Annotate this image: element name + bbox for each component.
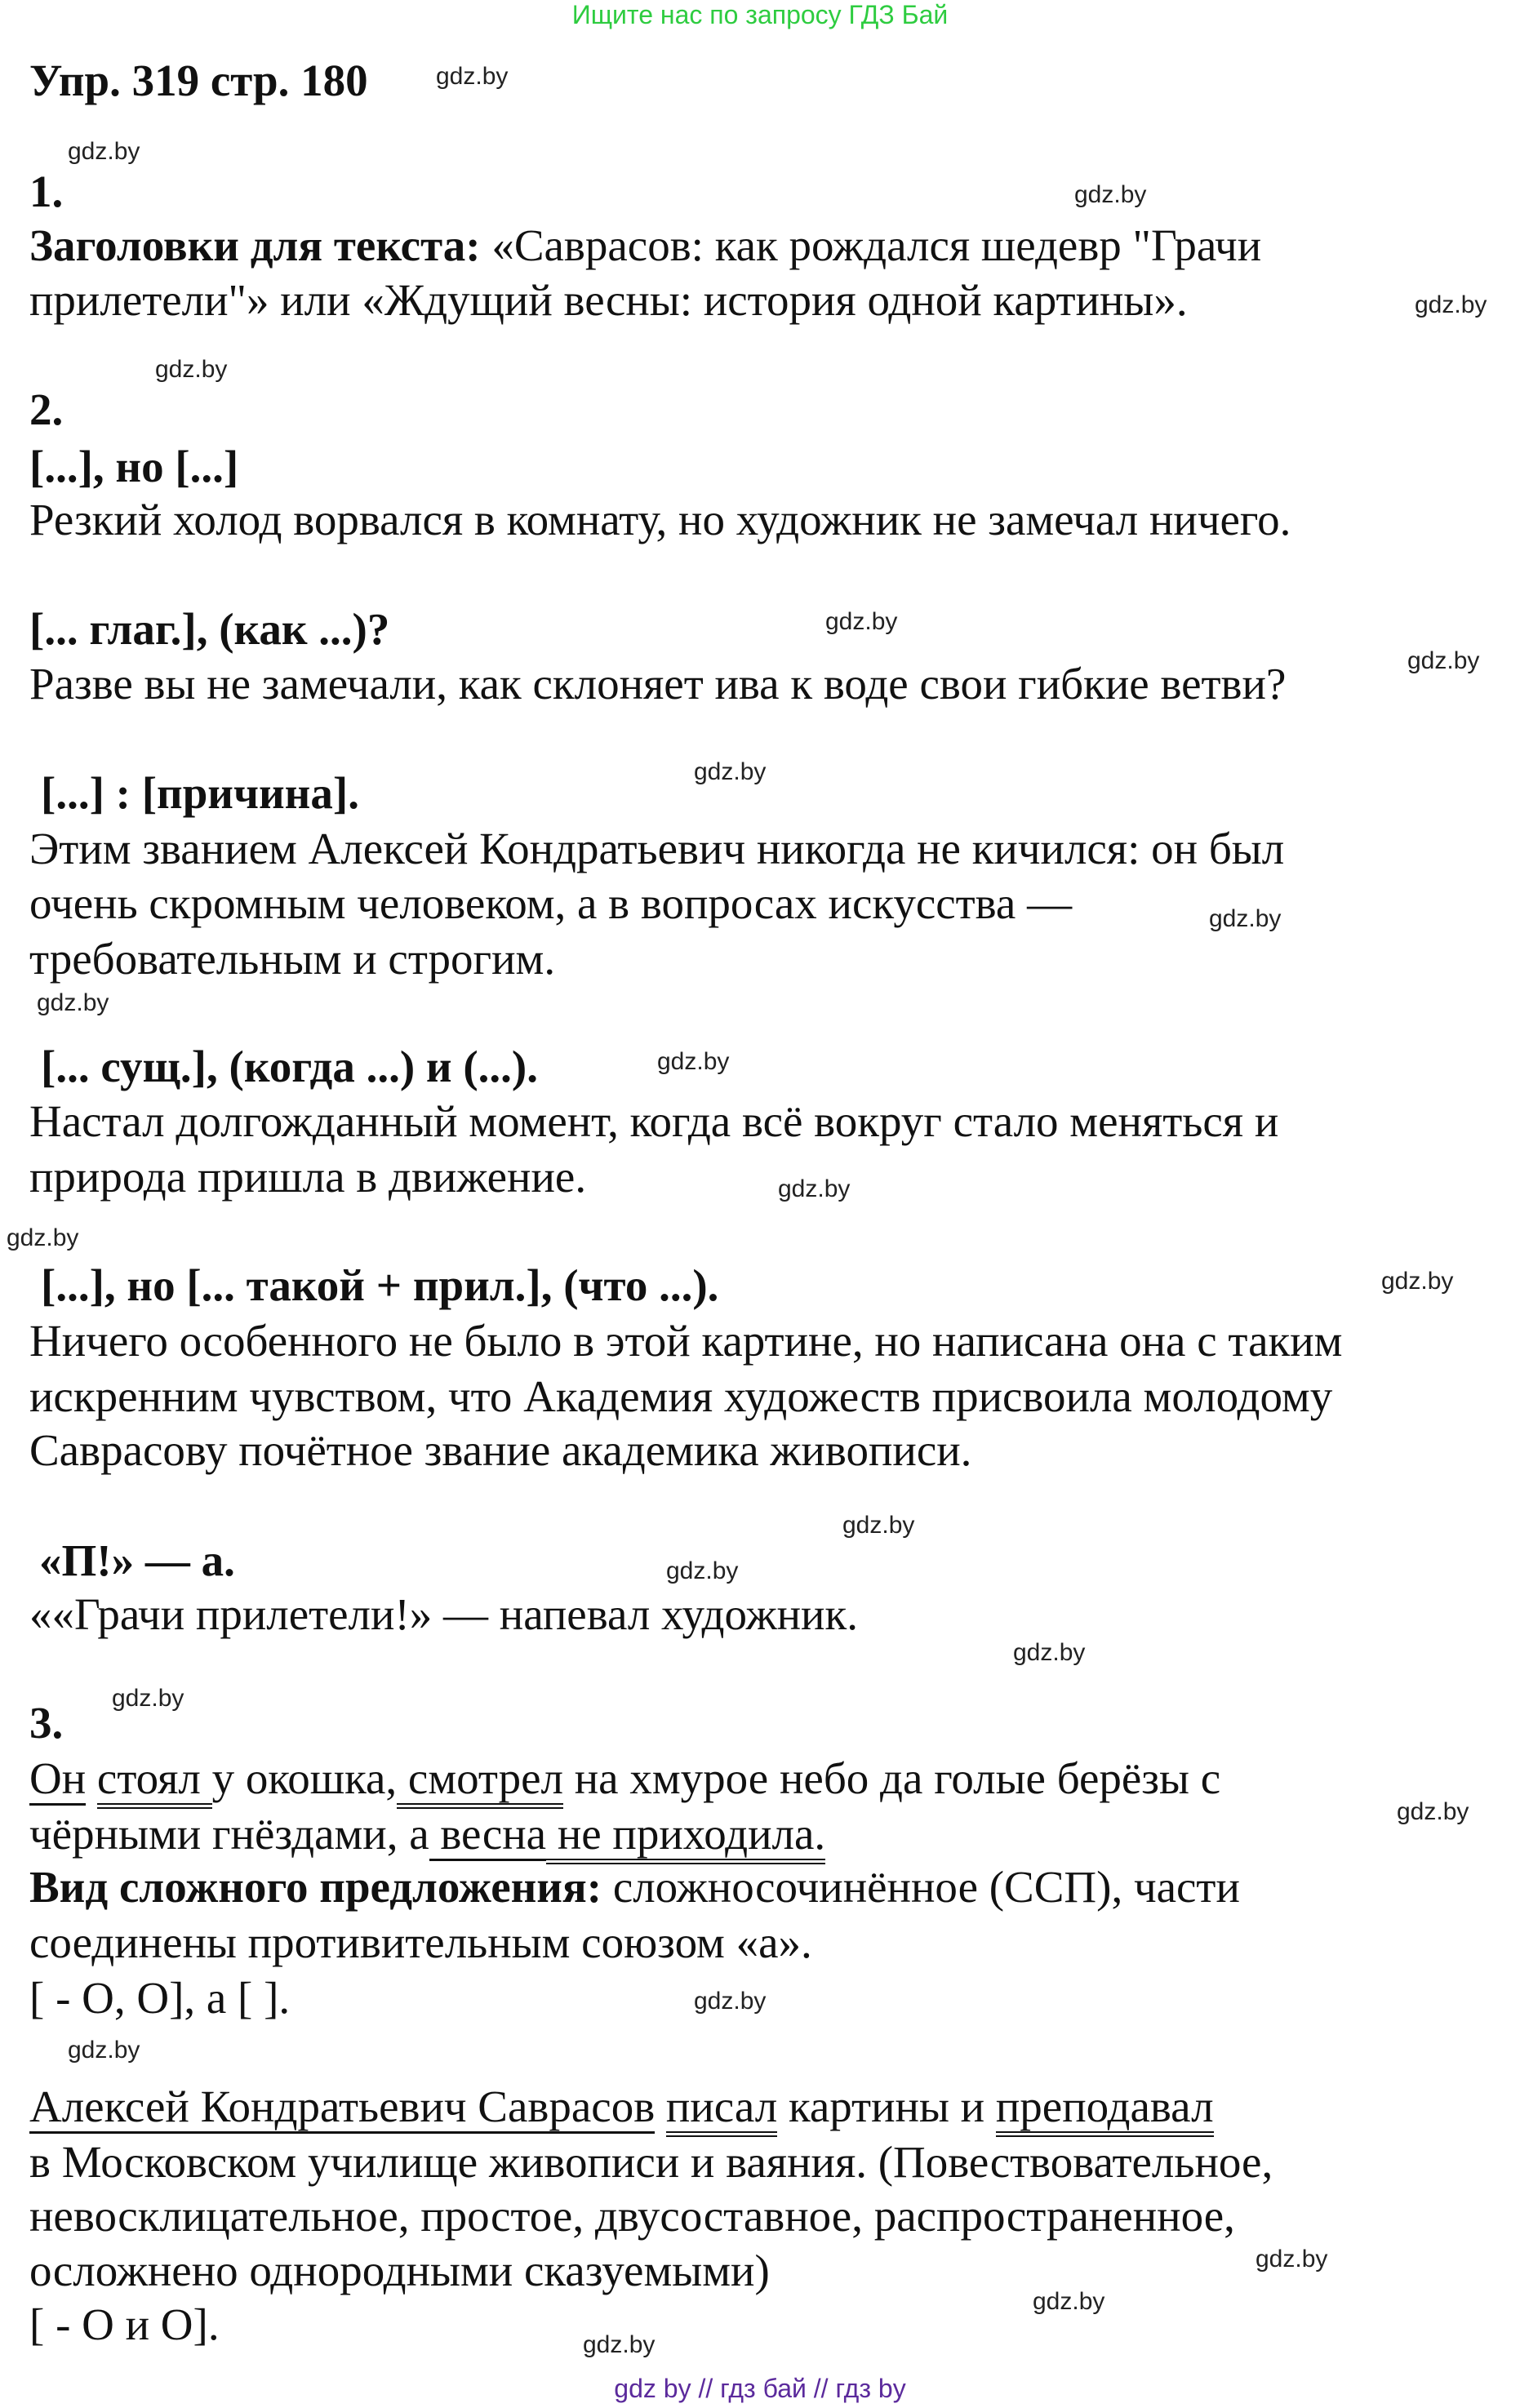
scheme: [... глаг.], (как ...)? <box>29 604 390 654</box>
predicate: смотрел <box>397 1753 563 1809</box>
parsed-sentence-2-line-3: невосклицательное, простое, двусоставное, распространенное, <box>29 2191 1235 2241</box>
predicate: писал <box>666 2081 777 2137</box>
parsed-sentence-2-line-2: в Московском училище живописи и ваяния. (Повествовательное, <box>29 2137 1273 2187</box>
example-sentence: очень скромным человеком, а в вопросах искусства — <box>29 878 1073 928</box>
example-sentence: Этим званием Алексей Кондратьевич никогда не кичился: он был <box>29 824 1285 873</box>
watermark: gdz.by <box>583 2331 656 2358</box>
footer-links[interactable]: gdz by // гдз бай // гдз by <box>614 2374 906 2403</box>
example-sentence: ««Грачи прилетели!» — напевал художник. <box>29 1589 858 1639</box>
example-sentence: Резкий холод ворвался в комнату, но художник не замечал ничего. <box>29 495 1291 544</box>
watermark: gdz.by <box>666 1557 739 1584</box>
watermark: gdz.by <box>37 989 109 1016</box>
sentence-kind-text-2: соединены противительным союзом «а». <box>29 1917 812 1967</box>
example-sentence: требовательным и строгим. <box>29 934 556 984</box>
watermark: gdz.by <box>112 1685 184 1712</box>
headings-line-2: прилетели"» или «Ждущий весны: история одной картины». <box>29 275 1188 325</box>
parsed-sentence-line-2 <box>29 1806 825 1862</box>
watermark: gdz.by <box>436 63 509 90</box>
page-title: Упр. 319 стр. 180 <box>29 56 368 105</box>
watermark: gdz.by <box>1013 1639 1086 1666</box>
predicate: преподавал <box>996 2081 1214 2137</box>
search-banner[interactable]: Ищите нас по запросу ГДЗ Бай <box>571 0 949 29</box>
watermark: gdz.by <box>68 2037 140 2064</box>
scheme: [...], но [...] <box>29 442 239 491</box>
example-sentence: Разве вы не замечали, как склоняет ива к воде свои гибкие ветви? <box>29 659 1287 709</box>
watermark: gdz.by <box>657 1048 730 1075</box>
watermark: gdz.by <box>1407 647 1480 674</box>
example-sentence: Настал долгожданный момент, когда всё вокруг стало меняться и <box>29 1096 1279 1146</box>
subject: весна <box>429 1809 546 1861</box>
sentence-kind-text: сложносочинённое (ССП), части <box>602 1862 1240 1912</box>
section-2-number: 2. <box>29 384 64 434</box>
watermark: gdz.by <box>842 1512 915 1539</box>
watermark: gdz.by <box>1074 181 1147 208</box>
scheme: [ - О, О], а [ ]. <box>29 1973 291 2023</box>
scheme: [...], но [... такой + прил.], (что ...). <box>41 1260 719 1310</box>
parsed-sentence-2-line-1 <box>29 2079 1214 2135</box>
sentence-kind <box>29 1859 1240 1915</box>
watermark: gdz.by <box>1415 291 1487 318</box>
section-3-number: 3. <box>29 1698 64 1748</box>
subject: Он <box>29 1753 86 1806</box>
example-sentence: природа пришла в движение. <box>29 1152 587 1202</box>
section-1-number: 1. <box>29 167 64 216</box>
watermark: gdz.by <box>1033 2288 1105 2315</box>
scheme: [... сущ.], (когда ...) и (...). <box>41 1042 538 1091</box>
watermark: gdz.by <box>694 1988 767 2015</box>
predicate: стоял <box>97 1753 212 1809</box>
example-sentence: искренним чувством, что Академия художеств присвоила молодому <box>29 1371 1333 1421</box>
watermark: gdz.by <box>778 1175 851 1202</box>
text: на хмурое небо да голые берёзы с <box>562 1753 1221 1803</box>
subject: Алексей Кондратьевич Саврасов <box>29 2081 655 2134</box>
sentence-kind-label: Вид сложного предложения: <box>29 1862 602 1912</box>
text: у окошка, <box>211 1753 398 1803</box>
headings-line-1 <box>29 218 1261 273</box>
predicate: не приходила. <box>546 1809 825 1864</box>
scheme: «П!» — а. <box>39 1535 235 1585</box>
watermark: gdz.by <box>1381 1268 1454 1295</box>
example-sentence: Ничего особенного не было в этой картине, но написана она с таким <box>29 1316 1343 1366</box>
example-sentence: Саврасову почётное звание академика живописи. <box>29 1425 972 1475</box>
watermark: gdz.by <box>1209 905 1282 932</box>
parsed-sentence-2-line-4: осложнено однородными сказуемыми) <box>29 2246 770 2295</box>
watermark: gdz.by <box>1397 1798 1469 1825</box>
scheme: [...] : [причина]. <box>41 768 359 818</box>
watermark: gdz.by <box>1256 2246 1328 2272</box>
headings-text: «Саврасов: как рождался шедевр "Грачи <box>480 220 1262 270</box>
watermark: gdz.by <box>7 1224 79 1251</box>
text: чёрными гнёздами, а <box>29 1809 429 1859</box>
watermark: gdz.by <box>825 608 898 635</box>
scheme: [ - О и О]. <box>29 2299 220 2349</box>
watermark: gdz.by <box>694 758 767 785</box>
watermark: gdz.by <box>68 138 140 165</box>
text: картины и <box>777 2081 996 2131</box>
space <box>655 2081 666 2131</box>
parsed-sentence-line-1 <box>29 1751 1220 1806</box>
headings-label: Заголовки для текста: <box>29 220 481 270</box>
watermark: gdz.by <box>155 356 228 383</box>
space <box>86 1753 97 1803</box>
